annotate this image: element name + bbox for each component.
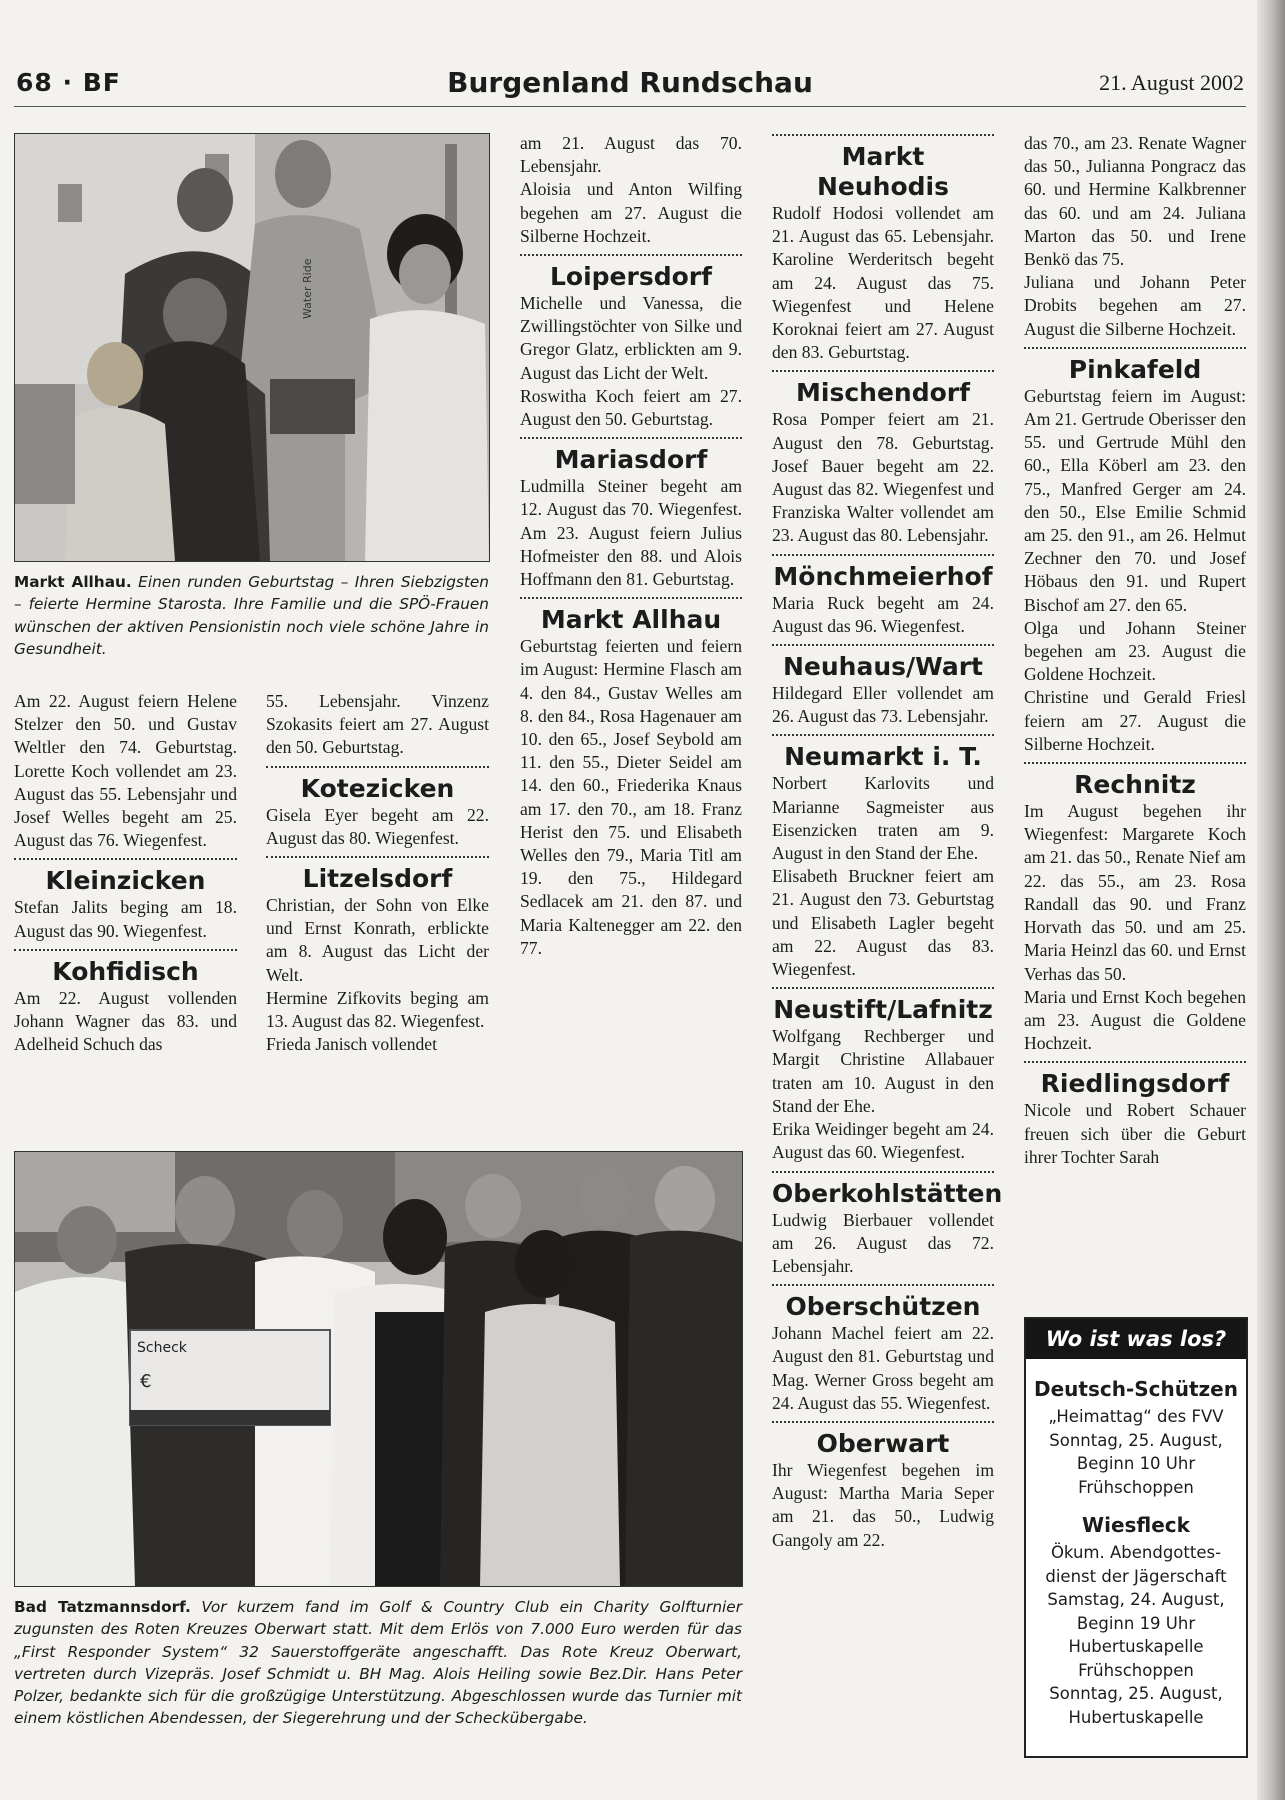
photo-caption-allhau: [14, 571, 489, 660]
article-text: das 70., am 23. Renate Wagner das 50., Julianna Pongracz das 60. und Hermine Kalkbrenner das 60. und am 24. Juliana Marton das 50. und Irene Benkö das 75.: [1024, 133, 1246, 270]
shirt-text: Water Ride: [301, 258, 314, 319]
article-text: Maria Ruck begeht am 24. August das 96. Wiegenfest.: [772, 592, 994, 636]
events-box-title: Wo ist was los?: [1026, 1319, 1246, 1359]
heading-riedlingsdorf: Riedlingsdorf: [1040, 1069, 1230, 1099]
event-line: Beginn 19 Uhr: [1076, 1613, 1196, 1633]
event-line: Hubertuskapelle: [1068, 1637, 1204, 1656]
photo-charity-golf-cheque: [14, 1151, 743, 1587]
divider: [520, 597, 742, 599]
article-text: Hermine Zifkovits beging am 13. August das 82. Wiegenfest.: [266, 987, 489, 1032]
heading-kohfidisch: Kohfidisch: [52, 956, 199, 986]
divider: [772, 1171, 994, 1173]
divider: [520, 437, 742, 439]
article-text: Geburtstag feiern im August: Am 21. Gertrude Oberisser den 55. und Gertrude Mühl den 60., Ella Köberl am 23. den 75., Manfred Gerger am 24. den 50., Else Emilie Schmid am 25. den 91., am 26. Helmut Zechner den 70. und Josef Höbaus den 91. und Rupert Bischof am 27. den 65.: [1024, 385, 1246, 615]
caption-place: Bad Tatzmannsdorf.: [14, 1598, 191, 1616]
heading-neustift-lafnitz: Neustift/Lafnitz: [773, 995, 993, 1025]
heading-markt-allhau: Markt Allhau: [540, 605, 722, 635]
cheque-photo-graphic: [15, 1152, 742, 1586]
caption-text: Einen runden Geburtstag – Ihren Siebzigsten – feierte Hermine Starosta. Ihre Familie und die SPÖ-Frauen wünschen der aktiven Pensionistin noch viele schöne Jahre in Gesundheit.: [14, 573, 489, 658]
event-line: Sonntag, 25. August,: [1049, 1684, 1223, 1703]
article-text: Ihr Wiegenfest begehen im August: Martha Maria Seper am 21. das 50., Ludwig Gangoly am 22.: [772, 1459, 994, 1550]
article-text: Im August begehen ihr Wiegenfest: Margarete Koch am 21. das 50., Renate Nief am 22. das 55., am 23. Rosa Randall das 90. und Franz Horvath das 50. und am 25. Maria Heinzl das 60. und Ernst Verhas das 50.: [1024, 801, 1246, 984]
article-text: Aloisia und Anton Wilfing begehen am 27. August die Silberne Hochzeit.: [520, 179, 742, 246]
article-text: Rosa Pomper feiert am 21. August den 78. Geburtstag. Josef Bauer begeht am 22. August das 82. Wiegenfest und Franziska Walter vollendet am 23. August das 80. Lebensjahr.: [772, 409, 994, 546]
article-text: Christian, der Sohn von Elke und Ernst Konrath, erblickte am 8. August das Licht der Welt.: [266, 895, 489, 985]
heading-oberwart: Oberwart: [816, 1428, 950, 1458]
article-text: Wolfgang Rechberger und Margit Christine Allabauer traten am 10. August in den Stand der Ehe.: [772, 1026, 994, 1116]
article-text: Elisabeth Bruckner feiert am 21. August den 73. Geburtstag und Elisabeth Lagler begeht am 22. August das 83. Wiegenfest.: [772, 866, 994, 980]
column-2: [266, 690, 489, 1056]
divider: [1024, 1061, 1246, 1063]
heading-neumarkt: Neumarkt i. T.: [784, 742, 982, 772]
column-5: [1024, 132, 1246, 1169]
article-text: 55. Lebensjahr. Vinzenz Szokasits feiert am 27. August den 50. Geburtstag.: [266, 691, 489, 758]
divider: [772, 134, 994, 136]
heading-oberkohlstaetten: Oberkohlstätten: [772, 1178, 1003, 1208]
photo-caption-tatzmannsdorf: [14, 1596, 742, 1730]
article-text: Hildegard Eller vollendet am 26. August das 73. Lebensjahr.: [772, 683, 994, 727]
article-text: Frieda Janisch vollendet: [266, 1034, 438, 1055]
divider: [772, 554, 994, 556]
divider: [1024, 762, 1246, 764]
divider: [772, 370, 994, 372]
heading-kleinzicken: Kleinzicken: [45, 866, 206, 896]
issue-date: 21. August 2002: [1099, 70, 1244, 95]
event-line: dienst der Jägerschaft: [1045, 1566, 1227, 1586]
event-line: Samstag, 24. August,: [1047, 1590, 1225, 1609]
article-text: Am 22. August feiern Helene Stelzer den 50. und Gustav Weltler den 74. Geburtstag. Lorette Koch vollendet am 23. August das 55. Lebensjahr und Josef Welles begeht am 25. August das 76. Wiegenfest.: [14, 691, 237, 851]
heading-litzelsdorf: Litzelsdorf: [302, 864, 453, 894]
heading-oberschuetzen: Oberschützen: [785, 1292, 981, 1322]
event-place-wiesfleck: Wiesfleck: [1082, 1513, 1190, 1537]
event-line: Beginn 10 Uhr: [1076, 1454, 1196, 1473]
caption-place: Markt Allhau.: [14, 573, 132, 591]
divider: [772, 987, 994, 989]
event-line: Hubertuskapelle: [1068, 1707, 1204, 1727]
cheque-currency: €: [140, 1371, 152, 1392]
article-text: Ludwig Bierbauer vollendet am 26. August das 72. Lebensjahr.: [772, 1209, 994, 1276]
event-place-deutsch-schuetzen: Deutsch-Schützen: [1033, 1377, 1238, 1401]
page-header: [14, 66, 1246, 107]
article-text: Norbert Karlovits und Marianne Sagmeister aus Eisenzicken traten am 9. August in den Stand der Ehe.: [772, 773, 994, 864]
divider: [772, 734, 994, 736]
article-text: Nicole und Robert Schauer freuen sich über die Geburt ihrer Tochter Sarah: [1024, 1100, 1246, 1167]
divider: [520, 254, 742, 256]
events-box: [1024, 1317, 1248, 1758]
article-text: Erika Weidinger begeht am 24. August das 60. Wiegenfest.: [772, 1119, 994, 1163]
event-line: „Heimattag“ des FVV: [1048, 1407, 1224, 1426]
event-line: Ökum. Abendgottes-: [1050, 1543, 1222, 1562]
article-text: Roswitha Koch feiert am 27. August den 50. Geburtstag.: [520, 385, 742, 430]
photo-hermine-starosta: [14, 133, 490, 562]
heading-mischendorf: Mischendorf: [796, 378, 970, 408]
divider: [1024, 347, 1246, 349]
heading-mariasdorf: Mariasdorf: [554, 445, 708, 475]
family-photo-graphic: [15, 134, 489, 561]
article-text: Christine und Gerald Friesl feiern am 27. August die Silberne Hochzeit.: [1024, 687, 1246, 754]
article-text: Am 22. August vollenden Johann Wagner das 83. und Adelheid Schuch das: [14, 987, 237, 1055]
event-line: Frühschoppen: [1078, 1477, 1194, 1497]
cheque-label: Scheck: [137, 1340, 187, 1356]
column-1: [14, 690, 237, 1056]
article-text: Gisela Eyer begeht am 22. August das 80. Wiegenfest.: [266, 804, 489, 848]
heading-markt-neuhodis: Markt Neuhodis: [817, 142, 949, 201]
article-text: Juliana und Johann Peter Drobits begehen am 27. August die Silberne Hochzeit.: [1024, 272, 1246, 339]
divider: [772, 644, 994, 646]
divider: [14, 858, 237, 860]
article-text: Ludmilla Steiner begeht am 12. August das 70. Wiegenfest. Am 23. August feiern Julius Hofmeister den 88. und Alois Hoffmann den 81. Geburtstag.: [520, 476, 742, 590]
divider: [772, 1421, 994, 1423]
divider: [266, 766, 489, 768]
scan-edge: [1257, 0, 1285, 1800]
heading-neuhaus-wart: Neuhaus/Wart: [783, 652, 983, 682]
event-line: Frühschoppen: [1078, 1660, 1194, 1680]
article-text: Rudolf Hodosi vollendet am 21. August das 65. Lebensjahr. Karoline Werderitsch begeht am 24. August das 75. Wiegenfest und Helene Koroknai feiert am 27. August den 83. Geburtstag.: [772, 203, 994, 363]
article-text: Stefan Jalits beging am 18. August das 90. Wiegenfest.: [14, 897, 237, 941]
column-3: [520, 132, 742, 960]
heading-loipersdorf: Loipersdorf: [549, 262, 712, 292]
caption-text: Vor kurzem fand im Golf & Country Club ein Charity Golfturnier zugunsten des Roten Kreuzes Oberwart statt. Mit dem Erlös von 7.000 Euro werden für das „First Responder System“ 32 Sauerstoffgeräte angeschafft. Das Rote Kreuz Oberwart, vertreten durch Vizepräs. Josef Schmidt u. BH Mag. Alois Heiling sowie Bez.Dir. Hans Peter Polzer, bedankte sich für die großzügige Unterstützung. Abgeschlossen wurde das Turnier mit einem köstlichen Abendessen, der Siegerehrung und der Scheckübergabe.: [14, 1598, 742, 1728]
article-text: Johann Machel feiert am 22. August den 81. Geburtstag und Mag. Werner Gross begeht am 24. August das 55. Wiegenfest.: [772, 1323, 994, 1413]
divider: [772, 1284, 994, 1286]
column-4: [772, 134, 1003, 1552]
heading-pinkafeld: Pinkafeld: [1068, 354, 1202, 384]
divider: [14, 949, 237, 951]
article-text: Michelle und Vanessa, die Zwillingstöchter von Silke und Gregor Glatz, erblickten am 9. August das Licht der Welt.: [520, 293, 742, 383]
heading-rechnitz: Rechnitz: [1074, 770, 1196, 800]
article-text: Maria und Ernst Koch begehen am 23. August die Goldene Hochzeit.: [1024, 986, 1246, 1054]
article-text: Olga und Johann Steiner begehen am 23. August die Goldene Hochzeit.: [1024, 617, 1246, 685]
article-text: Geburtstag feierten und feiern im August: Hermine Flasch am 4. den 84., Gustav Welles am 8. den 84., Rosa Hagenauer am 10. den 65., Josef Seybold am 11. den 55., Dieter Seidel am 14. den 60., Friederika Knaus am 17. den 70., am 18. Franz Herist den 75. und Elisabeth Welles den 79., Maria Titl am 19. den 75., Hildegard Sedlacek am 21. den 87. und Maria Kaltenegger am 22. den 77.: [520, 636, 742, 958]
heading-moenchmeierhof: Mönchmeierhof: [773, 561, 993, 591]
heading-kotezicken: Kotezicken: [300, 773, 455, 803]
newspaper-title: Burgenland Rundschau: [447, 66, 813, 99]
page-number: 68 · BF: [16, 68, 121, 97]
divider: [266, 856, 489, 858]
article-text: am 21. August das 70. Lebensjahr.: [520, 133, 742, 177]
event-line: Sonntag, 25. August,: [1049, 1430, 1223, 1450]
